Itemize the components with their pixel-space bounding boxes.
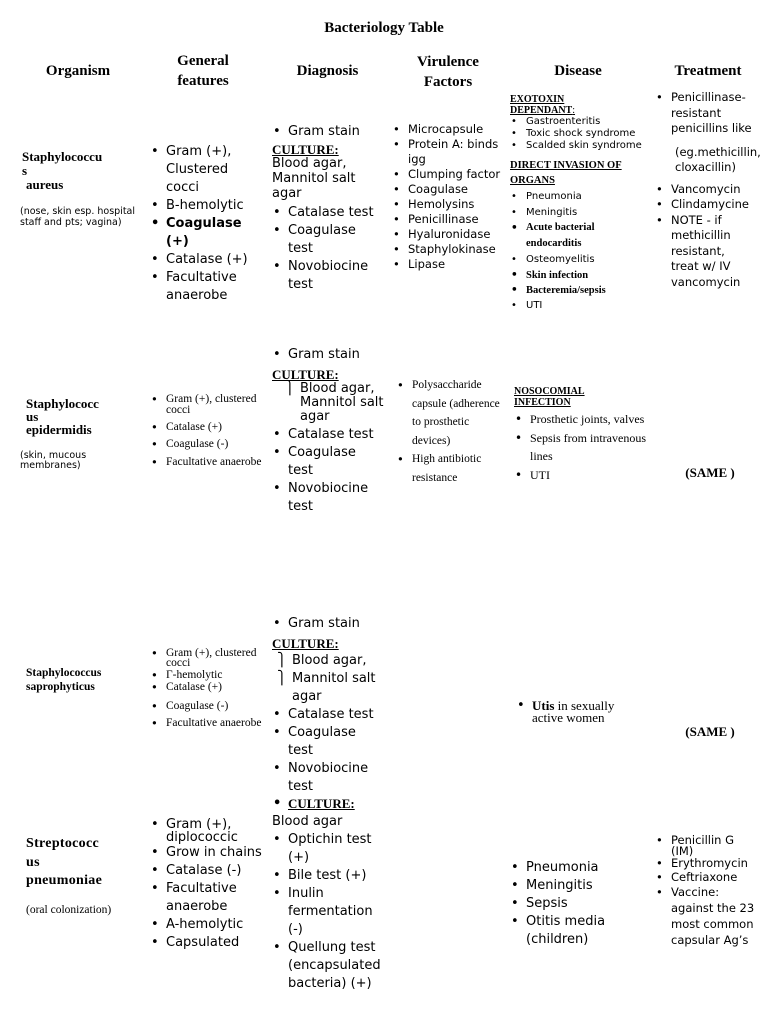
list-item: • Catalase test <box>272 706 384 724</box>
organism-location: (skin, mucous membranes) <box>20 450 87 471</box>
list-item: • UTI <box>510 299 650 312</box>
list-item: • Hemolysins <box>392 197 504 212</box>
list-item: Clustered cocci <box>166 162 229 195</box>
list-item: • Penicillinase <box>392 212 504 227</box>
list-item: • Coagulase test <box>272 724 384 760</box>
treatment-cell <box>655 90 761 290</box>
culture-label: CULTURE: <box>272 142 339 157</box>
list-item: • Sepsis <box>510 895 650 913</box>
list-item: • Scalded skin syndrome <box>510 140 650 152</box>
list-item: • Novobiocine test <box>272 760 384 796</box>
features-list <box>150 818 262 952</box>
list-item: • Sepsis from intravenous lines <box>514 429 654 466</box>
list-item: • Catalase test <box>272 426 384 444</box>
list-item: • Otitis media (children) <box>510 913 650 949</box>
list-item: • Hyaluronidase <box>392 227 504 242</box>
list-item: • Novobiocine test <box>272 480 384 516</box>
list-item: • Skin infection <box>510 268 650 284</box>
list-item: • Coagulase (-) <box>150 698 262 714</box>
list-item: • Gram (+), <box>150 143 262 161</box>
list-item: • Coagulase <box>392 182 504 197</box>
list-item: • Osteomyelitis <box>510 252 650 268</box>
list-item: • Gram (+), diplococcic <box>150 818 262 844</box>
list-item: • Vancomycin <box>655 182 755 198</box>
list-item: • High antibiotic resistance <box>396 450 504 487</box>
list-item: • CULTURE: <box>272 795 384 813</box>
list-item: • Coagulase test <box>272 222 384 258</box>
list-item: • Inulin fermentation (-) <box>272 885 384 939</box>
list-item: • Facultative anaerobe <box>150 714 262 733</box>
list-item: • Toxic shock syndrome <box>510 128 650 140</box>
list-item: • Capsulated <box>150 934 262 952</box>
list-item: • Facultative anaerobe <box>150 453 262 472</box>
features-list <box>150 648 262 733</box>
list-item: • Meningitis <box>510 877 650 895</box>
list-item: • Staphylokinase <box>392 242 504 257</box>
header-virulence-factors: Virulence Factors <box>417 54 479 90</box>
list-item: • Gastroenteritis <box>510 116 650 128</box>
treatment-cell: (SAME ) <box>685 465 735 480</box>
list-item: • Utis in sexually active women <box>516 700 646 724</box>
list-item: • Penicillin G (IM) <box>655 835 755 857</box>
list-item: • Penicillinase-resistant penicillins like <box>655 90 755 137</box>
list-item: • Coagulase (-) <box>150 436 262 453</box>
features-list <box>150 143 262 305</box>
list-item: • Catalase (+) <box>150 681 262 693</box>
virulence-list <box>392 122 504 272</box>
diagnosis-cell <box>272 795 384 993</box>
section-title: DIRECT INVASION OF ORGANS <box>510 160 622 186</box>
list-item: • Catalase (+) <box>150 419 262 436</box>
organism-location: (oral colonization) <box>26 904 112 916</box>
disease-cell <box>510 859 650 949</box>
diagnosis-cell <box>272 615 384 796</box>
list-item: • Coagulase (+) <box>150 215 262 251</box>
disease-cell <box>516 700 646 724</box>
list-item: • UTI <box>514 466 654 485</box>
list-item: • Novobiocine test <box>272 258 384 294</box>
list-item: • Γ-hemolytic <box>150 669 262 681</box>
list-item: • Grow in chains <box>150 844 262 862</box>
list-item: • NOTE - if methicillin resistant, treat w/ IV vancomycin <box>655 213 755 291</box>
virulence-list <box>396 376 504 487</box>
treatment-example: (eg.methicillin, cloxacillin) <box>675 144 761 174</box>
header-treatment: Treatment <box>674 63 742 79</box>
culture-text: Blood agar <box>272 814 343 829</box>
header-organism: Organism <box>45 63 111 79</box>
culture-label: CULTURE: <box>272 367 339 382</box>
list-item: • Erythromycin <box>655 857 755 871</box>
list-item: • Gram (+), clustered cocci <box>150 648 262 668</box>
diagnosis-cell <box>272 346 384 516</box>
list-item: • Catalase test <box>272 204 384 222</box>
treatment-cell <box>655 835 755 948</box>
list-item: • Lipase <box>392 257 504 272</box>
diagnosis-cell <box>272 123 384 294</box>
list-item: • Ceftriaxone <box>655 871 755 885</box>
features-list <box>150 394 262 472</box>
culture-label: CULTURE: <box>272 636 339 651</box>
header-diagnosis: Diagnosis <box>296 63 359 79</box>
list-item: • Catalase (+) <box>150 251 262 269</box>
list-item: • Prosthetic joints, valves <box>514 410 654 429</box>
list-item: • Optichin test (+) <box>272 831 384 867</box>
list-item: • Catalase (-) <box>150 862 262 880</box>
list-item: • B-hemolytic <box>150 197 262 215</box>
list-item: • Polysaccharide capsule (adherence to prosthetic devices) <box>396 376 504 450</box>
list-item: • Clumping factor <box>392 167 504 182</box>
list-item: • A-hemolytic <box>150 916 262 934</box>
list-item: ⎫ Mannitol salt agar <box>276 670 384 706</box>
list-item: • Quellung test (encapsulated bacteria) (+) <box>272 939 384 993</box>
list-item: • Facultative anaerobe <box>150 880 262 916</box>
list-item: ⎫ Blood agar, <box>276 652 384 670</box>
culture-text: Blood agar, Mannitol salt agar <box>272 156 356 201</box>
header-disease: Disease <box>554 63 602 79</box>
organism-name: Staphylococcu s aureus <box>22 149 103 192</box>
list-item: • Bile test (+) <box>272 867 384 885</box>
list-item: • Meningitis <box>510 205 650 221</box>
list-item: ⎫ Blood agar, Mannitol salt agar <box>284 382 384 424</box>
section-title: EXOTOXIN DEPENDANT: <box>510 94 576 116</box>
organism-location: (nose, skin esp. hospital staff and pts; vagina) <box>20 206 136 228</box>
list-item: • Gram stain <box>272 123 384 141</box>
list-item: • Gram (+), clustered cocci <box>150 394 262 416</box>
header-general-features: General features <box>177 53 229 89</box>
list-item: • Bacteremia/sepsis <box>510 283 650 299</box>
list-item: • Gram stain <box>272 615 384 633</box>
list-item: • Vaccine: against the 23 most common capsular Ag’s <box>655 884 755 948</box>
page-title: Bacteriology Table <box>324 20 444 36</box>
organism-name: Staphylococcus saprophyticus <box>26 667 102 693</box>
list-item: • Gram stain <box>272 346 384 364</box>
organism-name: Staphylococc us epidermidis <box>26 396 99 437</box>
list-item: • Clindamycine <box>655 197 755 213</box>
list-item: • Pneumonia <box>510 859 650 877</box>
list-item: • Protein A: binds igg <box>392 137 504 167</box>
list-item: • Pneumonia <box>510 189 650 205</box>
list-item: • Coagulase test <box>272 444 384 480</box>
disease-cell <box>510 94 650 312</box>
treatment-cell: (SAME ) <box>685 724 735 739</box>
list-item: • Microcapsule <box>392 122 504 137</box>
disease-cell <box>514 386 654 484</box>
list-item: • Acute bacterial endocarditis <box>510 220 650 252</box>
list-item: • Facultative anaerobe <box>150 269 262 305</box>
organism-name: Streptococc us pneumoniae <box>26 836 103 888</box>
section-title: NOSOCOMIAL INFECTION <box>514 386 585 408</box>
